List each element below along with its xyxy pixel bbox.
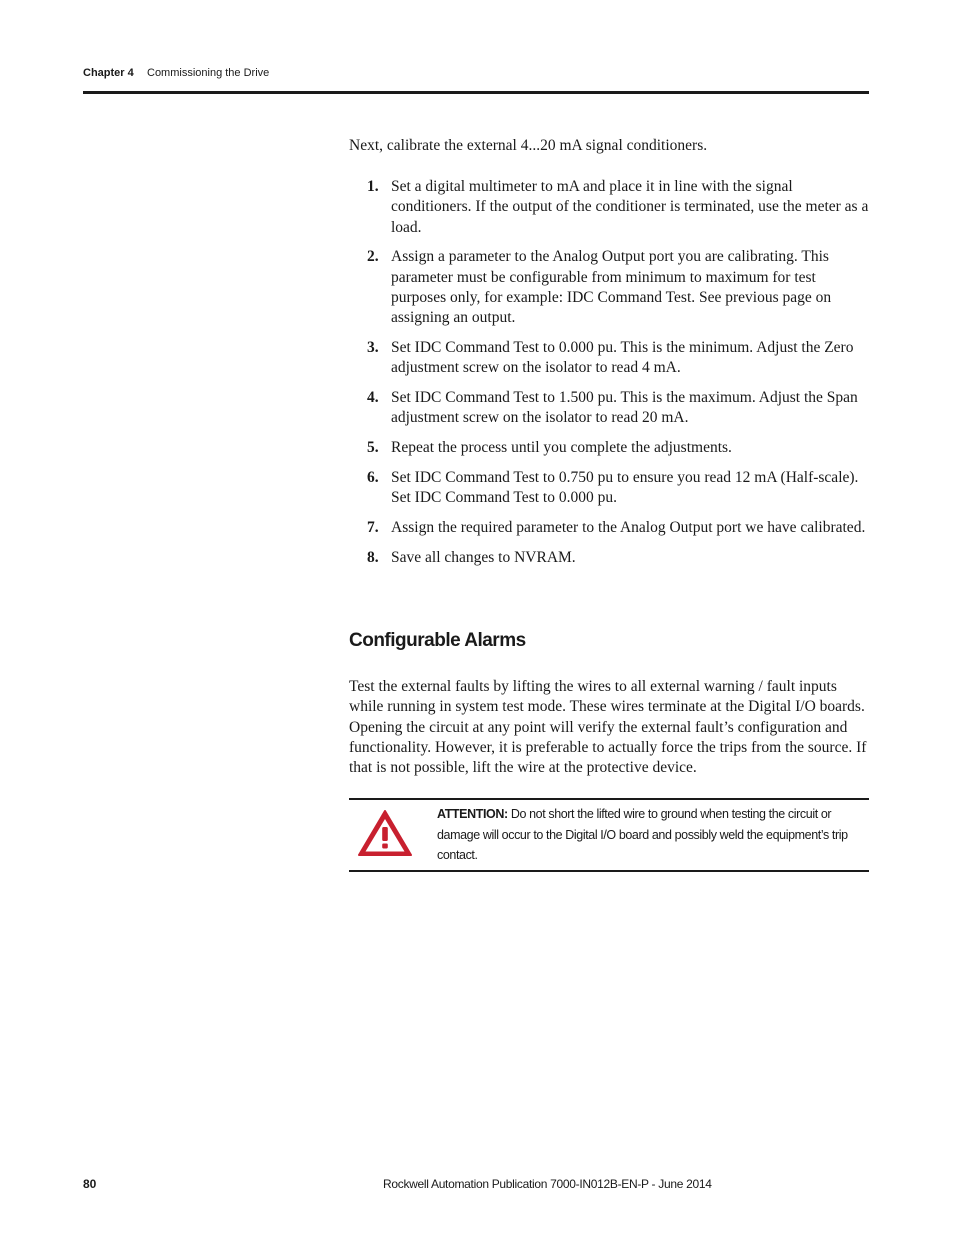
section-paragraph: Test the external faults by lifting the wires to all external warning / fault inputs while running in system test mode. These wires terminate at the Digital I/O boards. Opening the circuit at any point will verify the external fault’s configuration and functionality. However, it is preferable to actually force the trips from the source. If that is not possible, lift the wire at the protective device.: [349, 678, 867, 777]
attention-label: ATTENTION:: [437, 807, 508, 821]
step-text: Set IDC Command Test to 0.000 pu. This is the minimum. Adjust the Zero adjustment screw on the isolator to read 4 mA.: [391, 339, 854, 377]
list-item: [349, 177, 869, 238]
step-text: Assign a parameter to the Analog Output port you are calibrating. This parameter must be configurable from minimum to maximum for test purposes only, for example: IDC Command Test. See previous page on assigning an output.: [391, 248, 832, 327]
step-number: 4.: [367, 389, 379, 407]
chapter-label: Chapter 4: [83, 67, 134, 79]
step-text: Repeat the process until you complete the adjustments.: [391, 439, 732, 457]
step-number: 8.: [367, 548, 379, 566]
step-text: Set IDC Command Test to 0.750 pu to ensure you read 12 mA (Half-scale). Set IDC Command Test to 0.000 pu.: [391, 469, 859, 507]
step-number: 7.: [367, 519, 379, 537]
page-number: 80: [83, 1177, 97, 1191]
list-item: [349, 338, 869, 379]
attention-text: [437, 804, 857, 866]
list-item: [349, 438, 869, 458]
step-number: 6.: [367, 469, 379, 487]
intro-paragraph: Next, calibrate the external 4...20 mA signal conditioners.: [349, 137, 708, 154]
step-number: 5.: [367, 439, 379, 457]
list-item: [349, 388, 869, 429]
step-number: 3.: [367, 339, 379, 357]
calibration-steps-list: [349, 177, 869, 578]
attention-message: Do not short the lifted wire to ground when testing the circuit or damage will occur to the Digital I/O board and possibly weld the equipment’s trip contact.: [437, 807, 848, 862]
list-item: [349, 247, 869, 328]
step-number: 1.: [367, 178, 379, 195]
step-number: 2.: [367, 248, 379, 266]
page-header: [83, 67, 869, 94]
step-text: Set IDC Command Test to 1.500 pu. This is the maximum. Adjust the Span adjustment screw on the isolator to read 20 mA.: [391, 389, 858, 427]
step-text: Save all changes to NVRAM.: [391, 548, 576, 566]
step-text: Assign the required parameter to the Analog Output port we have calibrated.: [391, 519, 866, 537]
attention-notice: [349, 798, 869, 872]
publication-info: Rockwell Automation Publication 7000-IN012B-EN-P - June 2014: [383, 1177, 712, 1191]
list-item: [349, 468, 869, 509]
chapter-title: Commissioning the Drive: [147, 67, 270, 79]
list-item: [349, 518, 869, 538]
warning-triangle-icon: [357, 808, 413, 858]
list-item: [349, 548, 869, 568]
section-heading: Configurable Alarms: [349, 630, 526, 651]
step-text: Set a digital multimeter to mA and place it in line with the signal conditioners. If the output of the conditioner is terminated, use the meter as a load.: [391, 178, 869, 236]
